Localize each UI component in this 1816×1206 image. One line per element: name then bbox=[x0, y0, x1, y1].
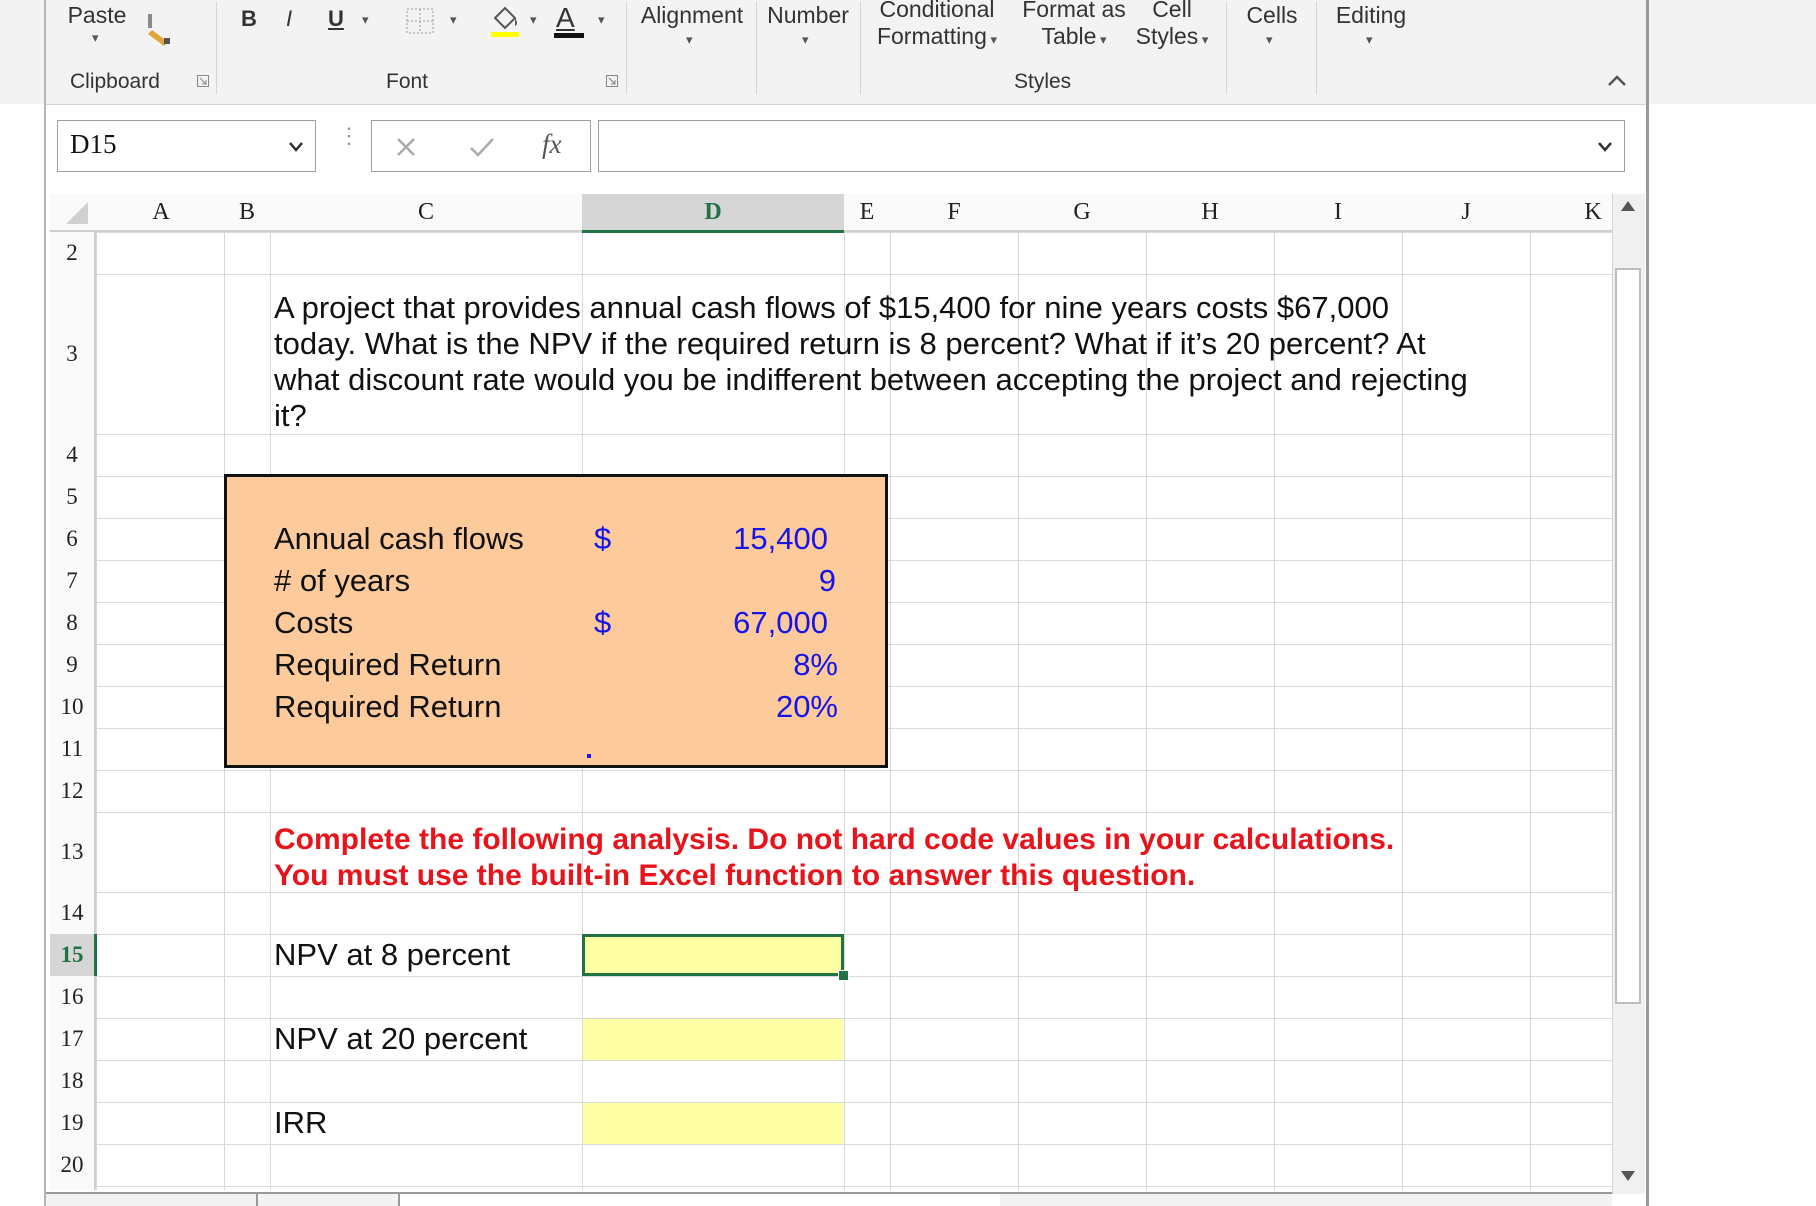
sheet-tab-active[interactable] bbox=[400, 1194, 1000, 1206]
underline-button[interactable]: U bbox=[328, 6, 344, 31]
question-line: today. What is the NPV if the required return is 8 percent? What if it’s 20 percent? At bbox=[274, 326, 1426, 361]
row-header-12[interactable]: 12 bbox=[60, 778, 84, 803]
row-header-3[interactable]: 3 bbox=[66, 341, 78, 366]
row-header-2[interactable]: 2 bbox=[66, 240, 78, 265]
borders-dropdown-icon[interactable]: ▾ bbox=[450, 12, 457, 27]
scroll-thumb[interactable] bbox=[1615, 268, 1641, 1004]
row-header-10[interactable]: 10 bbox=[60, 694, 84, 719]
number-button[interactable]: Number bbox=[767, 2, 849, 28]
question-line: A project that provides annual cash flows of $15,400 for nine years costs $67,000 bbox=[274, 290, 1389, 325]
grid-line bbox=[50, 434, 1612, 435]
tab-divider bbox=[256, 1192, 258, 1206]
answer-cell-irr[interactable] bbox=[583, 1103, 843, 1144]
row-header-4[interactable]: 4 bbox=[66, 442, 78, 467]
grid-line bbox=[50, 976, 1612, 977]
input-value-years[interactable]: 9 bbox=[818, 563, 836, 598]
conditional-formatting-line1: Conditional bbox=[879, 0, 995, 22]
input-value-required-return-8[interactable]: 8% bbox=[793, 647, 838, 682]
input-label-costs[interactable]: Costs bbox=[274, 605, 354, 640]
input-label-years[interactable]: # of years bbox=[274, 563, 411, 598]
row-header-20[interactable]: 20 bbox=[60, 1152, 84, 1177]
column-header-i[interactable]: I bbox=[1334, 199, 1342, 225]
grid-line bbox=[50, 274, 1612, 275]
column-header-j[interactable]: J bbox=[1461, 199, 1471, 225]
input-value-required-return-20[interactable]: 20% bbox=[775, 689, 838, 724]
cells-button[interactable]: Cells bbox=[1246, 2, 1298, 28]
column-header-c[interactable]: C bbox=[417, 199, 434, 225]
styles-group-label: Styles bbox=[1014, 70, 1072, 93]
cell-styles-line2: Styles ▾ bbox=[1135, 23, 1209, 49]
underline-dropdown-icon[interactable]: ▾ bbox=[362, 12, 369, 27]
row-header-6[interactable]: 6 bbox=[66, 526, 78, 551]
italic-button[interactable]: I bbox=[286, 6, 293, 31]
grid-line bbox=[50, 770, 1612, 771]
format-as-table-line1: Format as bbox=[1022, 0, 1126, 22]
row-header-9[interactable]: 9 bbox=[66, 652, 78, 677]
editing-button[interactable]: Editing bbox=[1335, 2, 1407, 28]
analysis-label-npv-8[interactable]: NPV at 8 percent bbox=[274, 937, 511, 972]
inputs-box-dot bbox=[587, 754, 591, 758]
editing-dropdown-icon[interactable]: ▾ bbox=[1366, 32, 1373, 47]
column-header-g[interactable]: G bbox=[1073, 199, 1091, 225]
fill-handle[interactable] bbox=[838, 970, 849, 981]
cell-styles-line1: Cell bbox=[1152, 0, 1192, 22]
row-header-14[interactable]: 14 bbox=[60, 900, 84, 925]
font-group-label: Font bbox=[386, 70, 429, 93]
number-dropdown-icon[interactable]: ▾ bbox=[802, 32, 809, 47]
cells-dropdown-icon[interactable]: ▾ bbox=[1266, 32, 1273, 47]
input-currency-annual-cash-flows[interactable]: $ bbox=[594, 521, 612, 556]
input-currency-costs[interactable]: $ bbox=[594, 605, 612, 640]
analysis-label-npv-20[interactable]: NPV at 20 percent bbox=[274, 1021, 528, 1056]
row-header-7[interactable]: 7 bbox=[66, 568, 78, 593]
scroll-up-icon[interactable] bbox=[1618, 198, 1638, 214]
question-text[interactable] bbox=[274, 290, 1468, 434]
input-label-annual-cash-flows[interactable]: Annual cash flows bbox=[274, 521, 524, 556]
grid-line bbox=[50, 1144, 1612, 1145]
grid-line bbox=[1530, 194, 1531, 1190]
input-value-costs[interactable]: 67,000 bbox=[733, 605, 828, 640]
row-header-18[interactable]: 18 bbox=[60, 1068, 84, 1093]
fill-color-dropdown-icon[interactable]: ▾ bbox=[530, 12, 537, 27]
grid-line bbox=[96, 194, 97, 1190]
formula-bar-grip-icon[interactable]: ⋮ bbox=[338, 123, 360, 148]
grid-line bbox=[50, 812, 1612, 813]
scroll-down-icon[interactable] bbox=[1618, 1168, 1638, 1184]
row-header-5[interactable]: 5 bbox=[66, 484, 78, 509]
grid-line bbox=[50, 1186, 1612, 1187]
row-header-11[interactable]: 11 bbox=[60, 736, 84, 761]
bold-button[interactable]: B bbox=[241, 6, 257, 31]
column-header-d[interactable]: D bbox=[582, 194, 844, 233]
insert-function-button[interactable]: fx bbox=[542, 129, 562, 159]
question-line: what discount rate would you be indifferent between accepting the project and rejecting bbox=[274, 362, 1468, 397]
instructions-line: Complete the following analysis. Do not hard code values in your calculations. bbox=[274, 823, 1395, 856]
input-label-required-return-20[interactable]: Required Return bbox=[274, 689, 502, 724]
column-header-e[interactable]: E bbox=[859, 199, 875, 225]
grid-line bbox=[50, 1060, 1612, 1061]
font-color-dropdown-icon[interactable]: ▾ bbox=[598, 12, 605, 27]
instructions-line: You must use the built-in Excel function to answer this question. bbox=[274, 859, 1196, 892]
paste-dropdown-icon[interactable]: ▾ bbox=[92, 30, 99, 45]
format-as-table-line2: Table ▾ bbox=[1041, 23, 1107, 49]
name-box-value: D15 bbox=[70, 129, 117, 159]
paste-button[interactable]: Paste bbox=[67, 2, 127, 28]
analysis-label-irr[interactable]: IRR bbox=[274, 1105, 328, 1140]
row-header-13[interactable]: 13 bbox=[60, 839, 84, 864]
answer-cell-npv-8[interactable] bbox=[582, 934, 844, 976]
row-header-17[interactable]: 17 bbox=[60, 1026, 84, 1051]
alignment-dropdown-icon[interactable]: ▾ bbox=[686, 32, 693, 47]
question-line: it? bbox=[274, 398, 307, 433]
column-header-k[interactable]: K bbox=[1584, 199, 1602, 225]
font-color-button[interactable]: A bbox=[556, 2, 575, 33]
clipboard-group-label: Clipboard bbox=[70, 70, 160, 93]
column-header-h[interactable]: H bbox=[1201, 199, 1219, 225]
input-label-required-return-8[interactable]: Required Return bbox=[274, 647, 502, 682]
input-value-annual-cash-flows[interactable]: 15,400 bbox=[733, 521, 828, 556]
row-header-15[interactable]: 15 bbox=[50, 934, 97, 976]
instructions-text[interactable] bbox=[274, 822, 1394, 894]
conditional-formatting-line2: Formatting ▾ bbox=[876, 23, 998, 49]
alignment-button[interactable]: Alignment bbox=[640, 2, 744, 28]
column-header-a[interactable]: A bbox=[152, 199, 170, 225]
row-header-19[interactable]: 19 bbox=[60, 1110, 84, 1135]
answer-cell-npv-20[interactable] bbox=[583, 1019, 843, 1060]
row-header-16[interactable]: 16 bbox=[60, 984, 84, 1009]
column-header-b[interactable]: B bbox=[238, 199, 255, 225]
column-header-f[interactable]: F bbox=[947, 199, 961, 225]
select-all-icon[interactable] bbox=[64, 200, 90, 226]
row-header-8[interactable]: 8 bbox=[66, 610, 78, 635]
